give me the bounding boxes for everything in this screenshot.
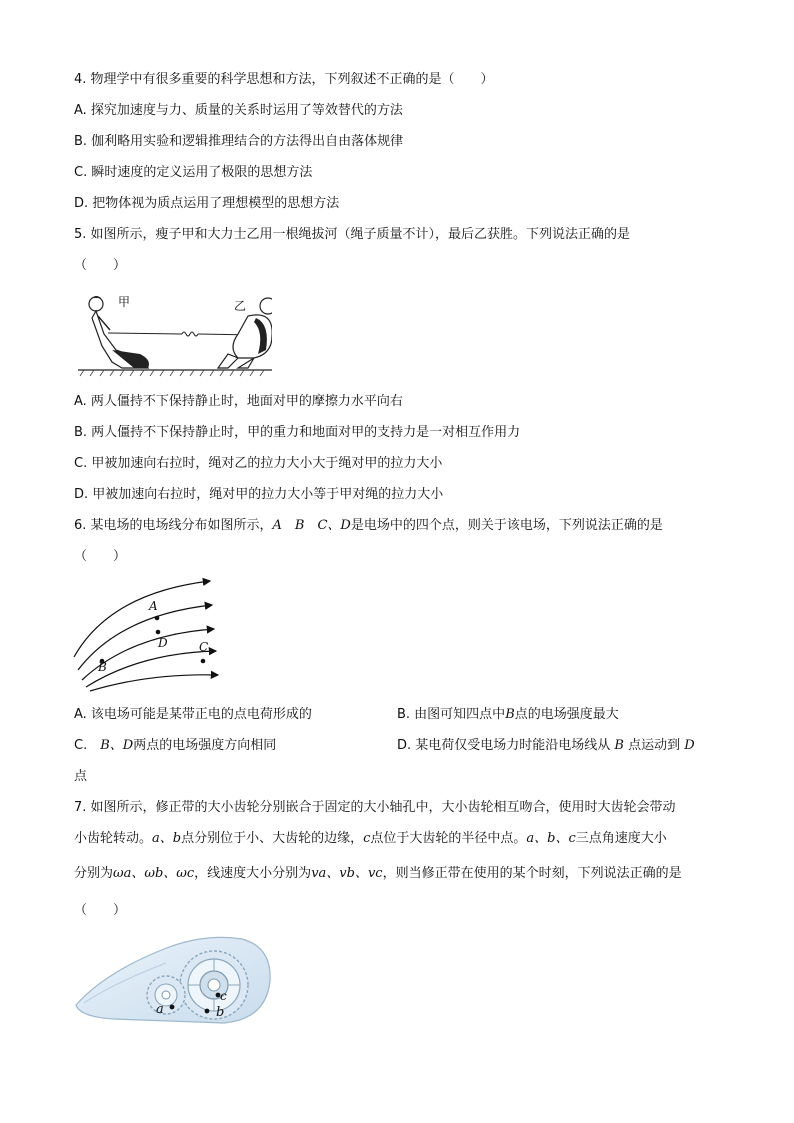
q7-line2: [74, 827, 667, 846]
q6-option-b-post: 点的电场强度最大: [514, 707, 619, 722]
tug-of-war-figure: [78, 288, 272, 378]
label-jia: 甲: [118, 295, 131, 309]
q6-option-b-pre: B. 由图可知四点中: [397, 707, 506, 722]
q6-option-c-var: B、D: [100, 738, 134, 753]
small-gear-icon: [147, 976, 185, 1014]
q6-stem-pre: 6. 某电场的电场线分布如图所示，: [74, 518, 273, 533]
q7-line2-post: 三点角速度大小: [575, 831, 667, 846]
large-gear-icon: [180, 951, 248, 1019]
q7-line2-var2: c: [363, 831, 371, 846]
q7-velocities: va、vb、vc: [311, 866, 383, 881]
q6-blank: （ ）: [74, 549, 127, 564]
q6-points: A B C、D: [272, 518, 351, 533]
q6-option-c-pre: C.: [74, 738, 88, 753]
label-point-c: C: [199, 640, 209, 654]
label-point-b: b: [216, 1005, 225, 1020]
q5-option-a: A. 两人僵持不下保持静止时，地面对甲的摩擦力水平向右: [74, 394, 403, 409]
label-point-b: B: [98, 660, 107, 674]
q5-option-d: D. 甲被加速向右拉时，绳对甲的拉力大小等于甲对绳的拉力大小: [74, 487, 444, 502]
label-point-a: A: [149, 599, 158, 613]
q7-omegas: ωa、ωb、ωc: [113, 866, 195, 881]
q4-stem: 4. 物理学中有很多重要的科学思想和方法，下列叙述不正确的是（ ）: [74, 72, 494, 87]
correction-tape-figure: [74, 933, 274, 1027]
label-point-c: c: [220, 989, 227, 1003]
q7-line3-pre: 分别为: [74, 866, 114, 881]
q6-option-b: [397, 703, 619, 722]
electric-field-figure: [70, 575, 220, 693]
q7-line1: 7. 如图所示，修正带的大小齿轮分别嵌合于固定的大小轴孔中，大小齿轮相互吻合，使用时大齿轮会带动: [74, 800, 676, 815]
q7-line2-mid: 点分别位于小、大齿轮的边缘，: [181, 831, 364, 846]
q4-option-c: C. 瞬时速度的定义运用了极限的思想方法: [74, 165, 313, 180]
q7-line2-var1: a、b: [152, 831, 182, 846]
q5-stem: 5. 如图所示，瘦子甲和大力士乙用一根绳拔河（绳子质量不计），最后乙获胜。下列说法正确的是: [74, 227, 631, 242]
q5-option-c: C. 甲被加速向右拉时，绳对乙的拉力大小大于绳对甲的拉力大小: [74, 456, 443, 471]
q4-option-d: D. 把物体视为质点运用了理想模型的思想方法: [74, 196, 340, 211]
q6-option-d-mid: 点运动到: [628, 738, 681, 753]
q7-line3-post: ，则当修正带在使用的某个时刻，下列说法正确的是: [382, 866, 682, 881]
q6-stem-post: 是电场中的四个点，则关于该电场，下列说法正确的是: [350, 518, 663, 533]
label-yi: 乙: [234, 299, 247, 313]
q6-stem: [74, 514, 663, 533]
q6-option-d-var2: D: [684, 738, 695, 753]
label-point-d: D: [158, 636, 168, 650]
q4-option-a: A. 探究加速度与力、质量的关系时运用了等效替代的方法: [74, 103, 403, 118]
q6-option-d-var1: B: [614, 738, 624, 753]
q6-option-c: [74, 734, 276, 753]
q7-line2-var3: a、b、c: [526, 831, 576, 846]
q6-option-d: [397, 734, 695, 753]
q4-option-b: B. 伽利略用实验和逻辑推理结合的方法得出自由落体规律: [74, 134, 404, 149]
q7-blank: （ ）: [74, 903, 127, 918]
q6-option-c-post: 两点的电场强度方向相同: [133, 738, 277, 753]
label-point-a: a: [156, 1002, 164, 1017]
q6-option-b-var: B: [505, 707, 515, 722]
q5-blank: （ ）: [74, 258, 127, 273]
q6-option-d-cont: 点: [74, 769, 88, 784]
q7-line3: [74, 862, 682, 881]
q7-line3-mid: ，线速度大小分别为: [194, 866, 312, 881]
q7-line2-pre: 小齿轮转动。: [74, 831, 153, 846]
q7-line2-mid2: 点位于大齿轮的半径中点。: [370, 831, 527, 846]
q6-option-a: A. 该电场可能是某带正电的点电荷形成的: [74, 707, 312, 722]
q6-option-d-pre: D. 某电荷仅受电场力时能沿电场线从: [397, 738, 611, 753]
q5-option-b: B. 两人僵持不下保持静止时，甲的重力和地面对甲的支持力是一对相互作用力: [74, 425, 521, 440]
